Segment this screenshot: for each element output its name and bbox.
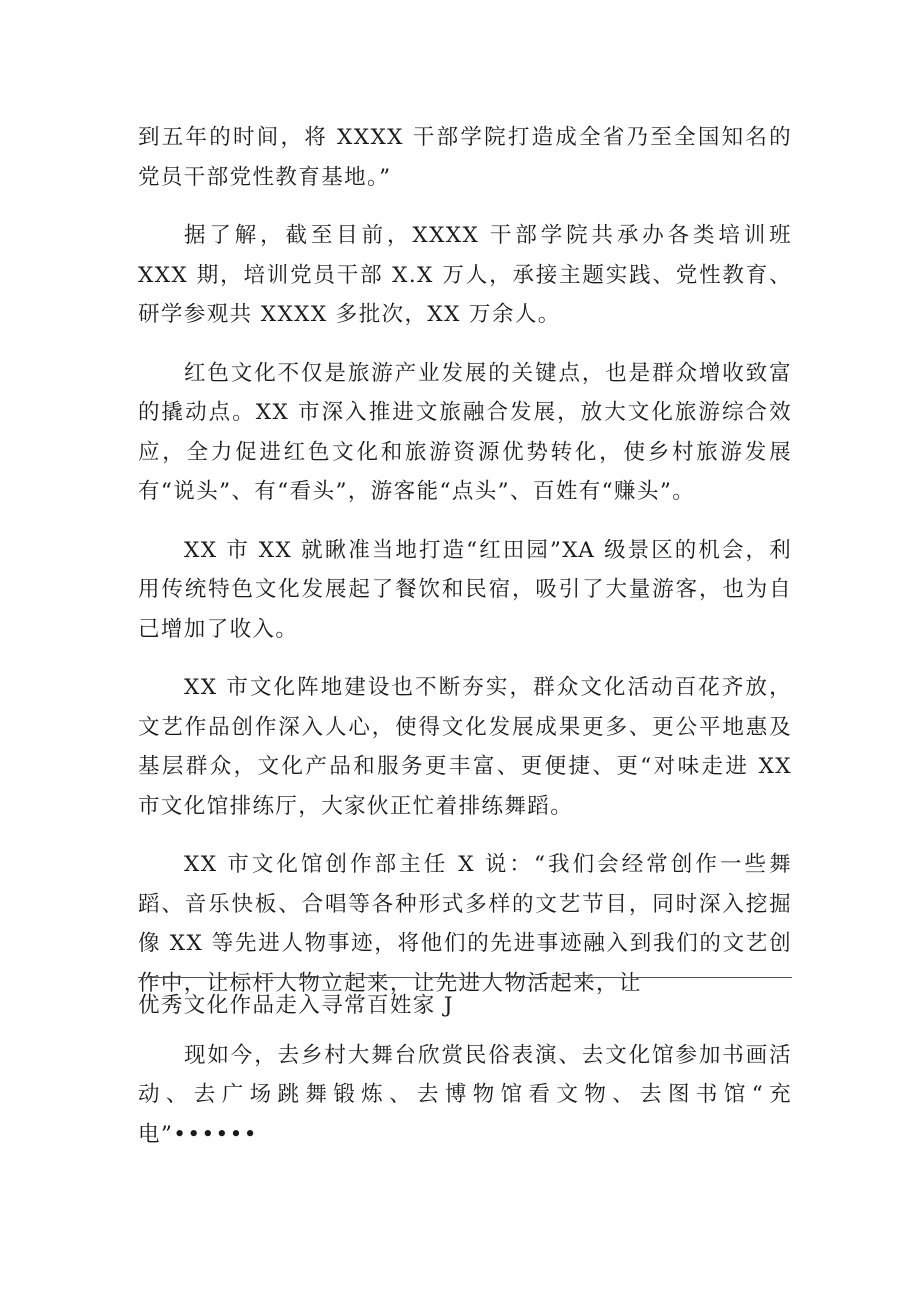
paragraph-cultural-venues: XX 市文化阵地建设也不断夯实，群众文化活动百花齐放，文艺作品创作深入人心，使得文化发展成果更多、更公平地惠及基层群众，文化产品和服务更丰富、更便捷、更“对味走进 XX 市文化馆排练厅，大家伙正忙着排练舞蹈。 bbox=[138, 675, 792, 819]
paragraph-red-farm: XX 市 XX 就瞅准当地打造“红田园”XA 级景区的机会，利用传统特色文化发展起了餐饮和民宿，吸引了大量游客，也为自己增加了收入。 bbox=[138, 537, 792, 642]
paragraph-nowadays: 现如今，去乡村大舞台欣赏民俗表演、去文化馆参加书画活动、去广场跳舞锻炼、去博物馆看文物、去图书馆“充电”•••••• bbox=[138, 1042, 793, 1147]
paragraph-cultural-center-quote: XX 市文化馆创作部主任 X 说：“我们会经常创作一些舞蹈、音乐快板、合唱等各种形式多样的文艺节目，同时深入挖掘像 XX 等先进人物事迹，将他们的先进事迹融入到我们的文艺创作中，让标杆人物立起来，让先进人物活起来，让 bbox=[138, 852, 792, 996]
paragraph-red-culture: 红色文化不仅是旅游产业发展的关键点，也是群众增收致富的撬动点。XX 市深入推进文旅融合发展，放大文化旅游综合效应，全力促进红色文化和旅游资源优势转化，使乡村旅游发展有“说头”、有“看头”，游客能“点头”、百姓有“赚头”。 bbox=[138, 360, 792, 504]
paragraph-works-to-homes: 优秀文化作品走入寻常百姓家 J bbox=[138, 993, 454, 1018]
paragraph-training-stats: 据了解，截至目前，XXXX 干部学院共承办各类培训班 XXX 期，培训党员干部 X.X 万人，承接主题实践、党性教育、研学参观共 XXXX 多批次，XX 万余人。 bbox=[138, 223, 792, 327]
section-divider bbox=[138, 977, 792, 978]
paragraph-continuation: 到五年的时间，将 XXXX 干部学院打造成全省乃至全国知名的党员干部党性教育基地。” bbox=[138, 125, 792, 190]
lower-text-section bbox=[138, 986, 792, 1154]
upper-text-section bbox=[138, 118, 792, 1022]
